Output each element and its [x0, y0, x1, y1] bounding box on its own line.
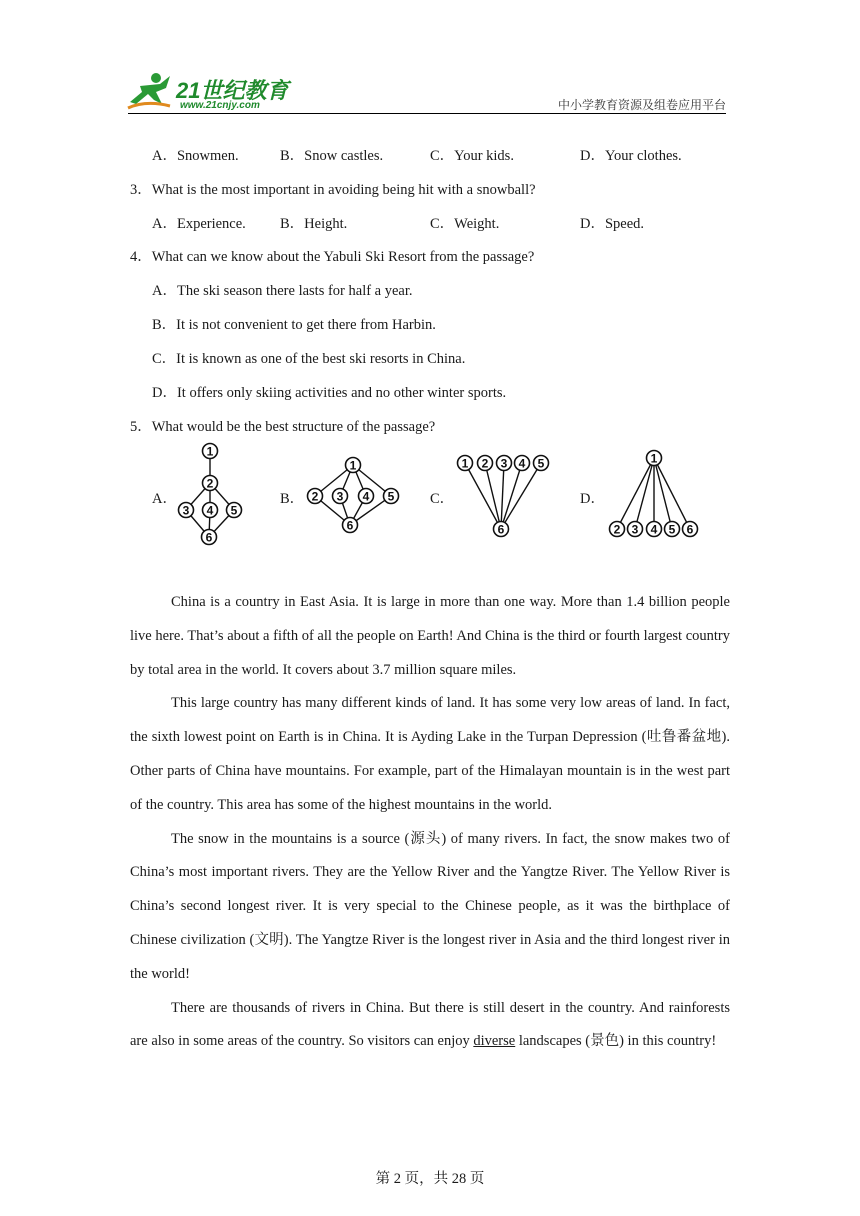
- q2-option-c: C．Your kids.: [430, 148, 514, 164]
- diagram-c-node-2: [478, 456, 493, 471]
- q3-option-b: B．Height.: [280, 216, 348, 232]
- diagram-d-node-3: [628, 522, 643, 537]
- svg-text:5: 5: [387, 489, 395, 504]
- logo-url-text: www.21cnjy.com: [180, 100, 260, 111]
- passage-paragraph-4: [130, 992, 730, 1060]
- svg-text:2: 2: [613, 522, 621, 537]
- q2-option-a: A．Snowmen.: [152, 148, 239, 164]
- logo-main-text: 21世纪教育: [176, 78, 289, 103]
- svg-text:2: 2: [311, 489, 319, 504]
- svg-text:5: 5: [537, 456, 545, 471]
- diagram-c-edge: [485, 463, 501, 529]
- q4-option-d: D．It offers only skiing activities and no other winter sports.: [152, 385, 507, 401]
- q5-stem: 5．What would be the best structure of the passage?: [130, 419, 436, 435]
- passage-paragraph-3: The snow in the mountains is a source (源头) of many rivers. In fact, the snow makes two of China’s most important rivers. They are the Yellow River and the Yangtze River. The Yellow River is China’s second longest river. It is very special to the Chinese people, as it was the birthplace of Chinese civilization (文明). The Yangtze River is the longest river in Asia and the third longest river in the world!: [130, 830, 730, 982]
- diagram-b-node-1: [346, 458, 361, 473]
- q5-option-c-label: C．: [430, 491, 455, 507]
- passage-p4-text-2: landscapes (景色) in this country!: [515, 1033, 717, 1050]
- diagram-a-node-4: [203, 503, 218, 518]
- svg-text:4: 4: [362, 489, 370, 504]
- q3-option-a: A．Experience.: [152, 216, 246, 232]
- svg-text:6: 6: [497, 522, 505, 537]
- structure-diagrams: [0, 0, 860, 560]
- diagram-a-node-1: [203, 444, 218, 459]
- passage: [130, 586, 730, 1059]
- svg-text:1: 1: [206, 444, 214, 459]
- diagram-c-node-6: [494, 522, 509, 537]
- diagram-a-node-6: [202, 530, 217, 545]
- q4-stem: 4．What can we know about the Yabuli Ski Resort from the passage?: [130, 249, 535, 265]
- diagram-c-edge: [465, 463, 501, 529]
- diagram-b-node-2: [308, 489, 323, 504]
- q2-option-d: D．Your clothes.: [580, 148, 682, 164]
- svg-text:4: 4: [650, 522, 658, 537]
- svg-text:1: 1: [650, 451, 658, 466]
- diagram-d-node-2: [610, 522, 625, 537]
- diagram-a-node-5: [227, 503, 242, 518]
- diagram-b-node-5: [384, 489, 399, 504]
- svg-text:6: 6: [205, 530, 213, 545]
- q4-option-b: B．It is not convenient to get there from Harbin.: [152, 317, 436, 333]
- diagram-b-node-4: [359, 489, 374, 504]
- q3-option-c: C．Weight.: [430, 216, 500, 232]
- passage-paragraph-1: China is a country in East Asia. It is large in more than one way. More than 1.4 billion people live here. That’s about a fifth of all the people on Earth! And China is the third or fourth largest country by total area in the world. It covers about 3.7 million square miles.: [130, 594, 730, 678]
- svg-text:2: 2: [206, 476, 214, 491]
- diagram-d-node-4: [647, 522, 662, 537]
- q4-option-a: A．The ski season there lasts for half a year.: [152, 283, 413, 299]
- platform-title: 中小学教育资源及组卷应用平台: [557, 98, 726, 112]
- diagram-c-node-4: [515, 456, 530, 471]
- diagram-d-edge: [654, 458, 690, 529]
- svg-text:3: 3: [500, 456, 508, 471]
- svg-text:6: 6: [346, 518, 354, 533]
- svg-text:1: 1: [461, 456, 469, 471]
- diagram-a-node-3: [179, 503, 194, 518]
- svg-text:3: 3: [182, 503, 190, 518]
- diagram-b-node-3: [333, 489, 348, 504]
- passage-paragraph-2: This large country has many different kinds of land. It has some very low areas of land. In fact, the sixth lowest point on Earth is in China. It is Ayding Lake in the Turpan Depression (吐鲁番盆地). Other parts of China have mountains. For example, part of the Himalayan mountain is in the west part of the country. This area has some of the highest mountains in the world.: [130, 695, 730, 813]
- q3-option-d: D．Speed.: [580, 216, 645, 232]
- diagram-c-node-5: [534, 456, 549, 471]
- diagram-d-node-6: [683, 522, 698, 537]
- passage-p4-text-1: There are thousands of rivers in China. But there is still desert in the country. And rainforests are also in some areas of the country. So visitors can enjoy: [130, 999, 730, 1050]
- diagram-d-edge: [617, 458, 654, 529]
- svg-text:5: 5: [230, 503, 238, 518]
- svg-text:4: 4: [518, 456, 526, 471]
- svg-text:5: 5: [668, 522, 676, 537]
- page-number: 第 2 页，共 28 页: [375, 1171, 485, 1187]
- diagram-b-node-6: [343, 518, 358, 533]
- q4-option-c: C．It is known as one of the best ski resorts in China.: [152, 351, 466, 367]
- svg-text:4: 4: [206, 503, 214, 518]
- svg-text:6: 6: [686, 522, 694, 537]
- svg-text:1: 1: [349, 458, 357, 473]
- diagram-c-node-1: [458, 456, 473, 471]
- q2-option-b: B．Snow castles.: [280, 148, 384, 164]
- diagram-d-edge: [635, 458, 654, 529]
- q5-option-d-label: D．: [580, 491, 605, 507]
- q3-stem: 3．What is the most important in avoiding being hit with a snowball?: [130, 182, 536, 198]
- underlined-word-diverse: diverse: [473, 1033, 516, 1050]
- svg-text:3: 3: [631, 522, 639, 537]
- diagram-c-edge: [501, 463, 541, 529]
- svg-text:3: 3: [336, 489, 344, 504]
- q5-option-a-label: A．: [152, 491, 177, 507]
- svg-text:2: 2: [481, 456, 489, 471]
- diagram-d-node-1: [647, 451, 662, 466]
- diagram-a-node-2: [203, 476, 218, 491]
- diagram-c-node-3: [497, 456, 512, 471]
- diagram-d-node-5: [665, 522, 680, 537]
- q5-option-b-label: B．: [280, 491, 305, 507]
- diagram-d-edge: [654, 458, 672, 529]
